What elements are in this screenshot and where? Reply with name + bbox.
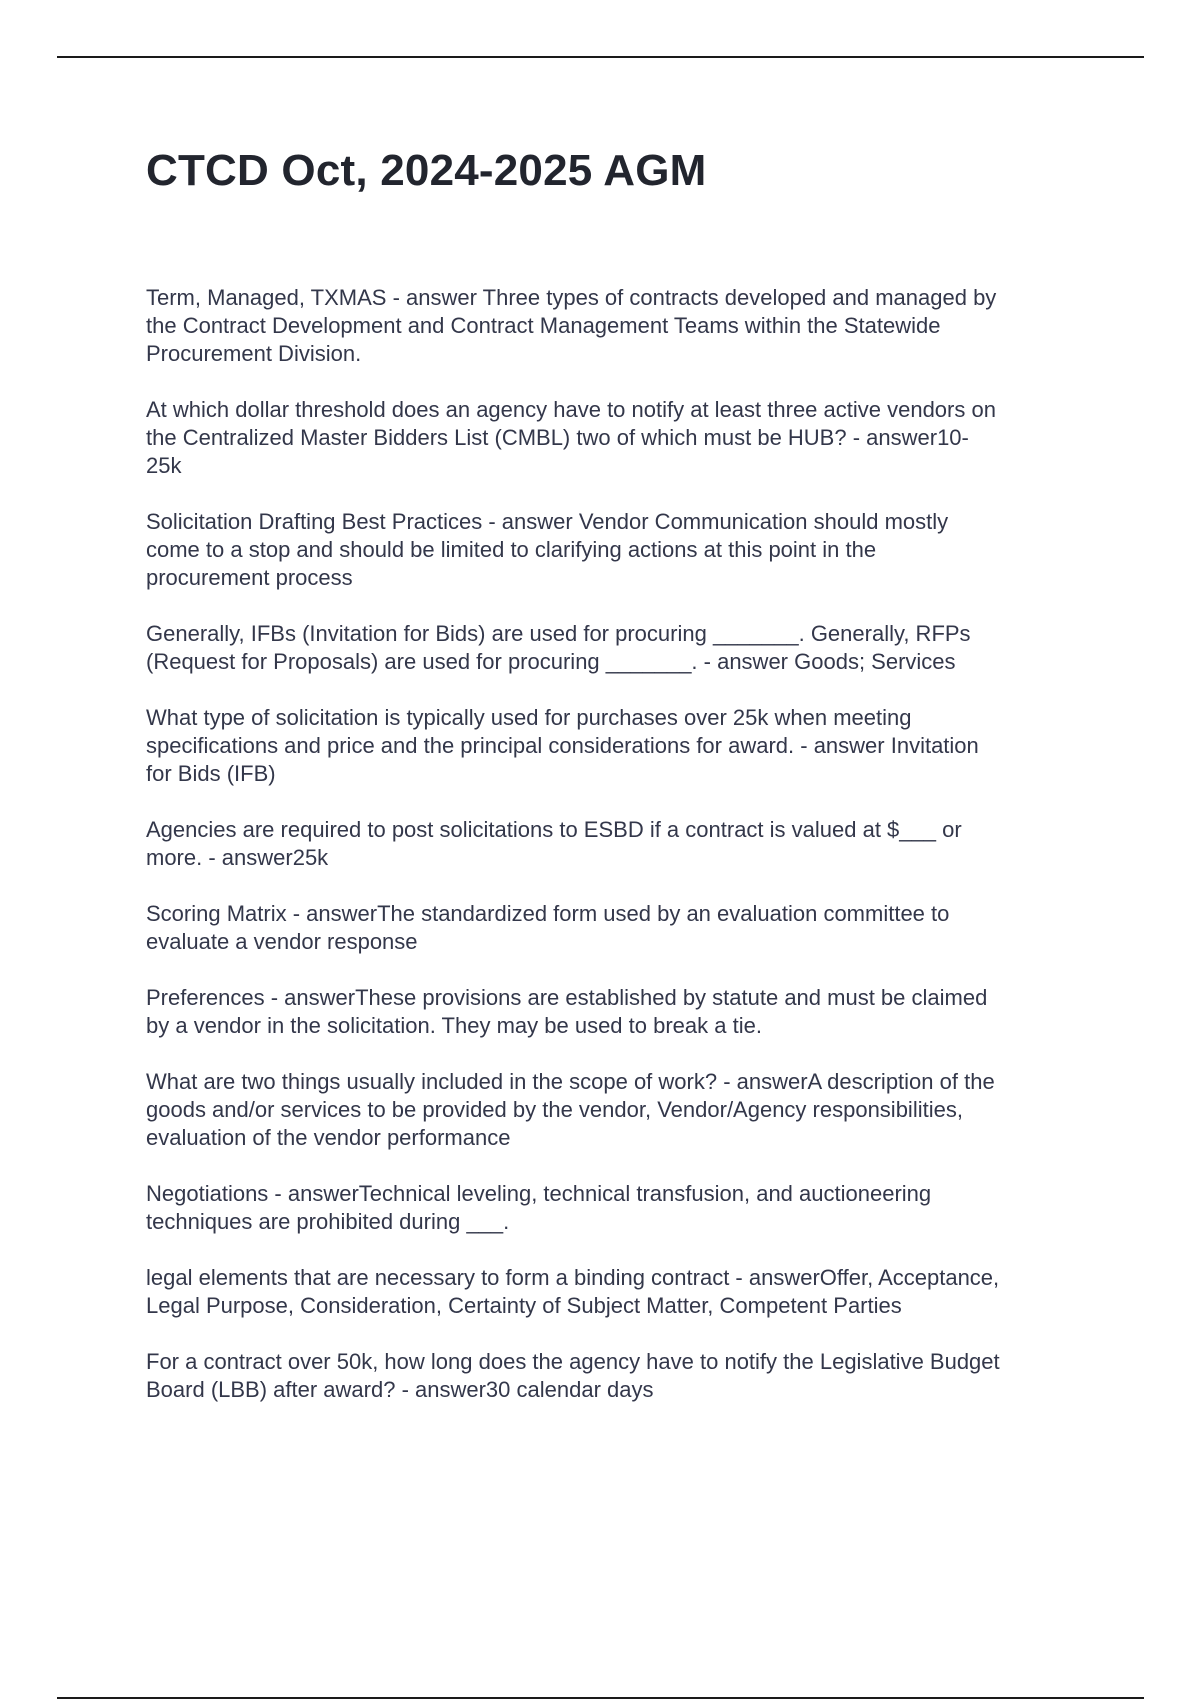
qa-entry-line: the Contract Development and Contract Management Teams within the Statewide bbox=[146, 313, 941, 338]
qa-entry-line: Procurement Division. bbox=[146, 341, 362, 366]
qa-entry-line: for Bids (IFB) bbox=[146, 761, 276, 786]
qa-entry-line: the Centralized Master Bidders List (CMBL) two of which must be HUB? - answer10- bbox=[146, 425, 969, 450]
bottom-divider bbox=[57, 1697, 1144, 1699]
qa-entry-line: What type of solicitation is typically used for purchases over 25k when meeting bbox=[146, 705, 912, 730]
qa-entry bbox=[146, 984, 1096, 1040]
qa-entry-line: techniques are prohibited during ___. bbox=[146, 1209, 510, 1234]
qa-entry-line: specifications and price and the principal considerations for award. - answer Invitation bbox=[146, 733, 979, 758]
qa-entry bbox=[146, 1348, 1096, 1404]
qa-entry-line: Board (LBB) after award? - answer30 calendar days bbox=[146, 1377, 654, 1402]
qa-entry bbox=[146, 704, 1096, 788]
qa-entry bbox=[146, 508, 1096, 592]
qa-entry-line: Legal Purpose, Consideration, Certainty of Subject Matter, Competent Parties bbox=[146, 1293, 902, 1318]
qa-entry-line: Scoring Matrix - answerThe standardized form used by an evaluation committee to bbox=[146, 901, 950, 926]
qa-entry-line: (Request for Proposals) are used for procuring _______. - answer Goods; Services bbox=[146, 649, 956, 674]
qa-entry bbox=[146, 284, 1096, 368]
top-divider bbox=[57, 56, 1144, 58]
qa-entry bbox=[146, 1068, 1096, 1152]
document-title: CTCD Oct, 2024-2025 AGM bbox=[146, 146, 707, 195]
qa-entry-line: by a vendor in the solicitation. They may be used to break a tie. bbox=[146, 1013, 762, 1038]
qa-entry-line: For a contract over 50k, how long does the agency have to notify the Legislative Budget bbox=[146, 1349, 1000, 1374]
qa-entry-line: 25k bbox=[146, 453, 182, 478]
qa-entry-line: procurement process bbox=[146, 565, 353, 590]
qa-entry-line: legal elements that are necessary to form a binding contract - answerOffer, Acceptance, bbox=[146, 1265, 1000, 1290]
qa-entry-line: come to a stop and should be limited to clarifying actions at this point in the bbox=[146, 537, 877, 562]
qa-entry bbox=[146, 1180, 1096, 1236]
qa-entry bbox=[146, 620, 1096, 676]
qa-entry bbox=[146, 900, 1096, 956]
qa-entry-line: Preferences - answerThese provisions are established by statute and must be claimed bbox=[146, 985, 988, 1010]
qa-entry-line: Generally, IFBs (Invitation for Bids) are used for procuring _______. Generally, RFPs bbox=[146, 621, 971, 646]
qa-entry-line: Agencies are required to post solicitations to ESBD if a contract is valued at $___ or bbox=[146, 817, 962, 842]
qa-entry-line: evaluate a vendor response bbox=[146, 929, 418, 954]
qa-entry bbox=[146, 396, 1096, 480]
qa-entry-line: Negotiations - answerTechnical leveling, technical transfusion, and auctioneering bbox=[146, 1181, 932, 1206]
qa-entry-line: Solicitation Drafting Best Practices - answer Vendor Communication should mostly bbox=[146, 509, 949, 534]
qa-entry-line: goods and/or services to be provided by the vendor, Vendor/Agency responsibilities, bbox=[146, 1097, 963, 1122]
qa-entry-line: more. - answer25k bbox=[146, 845, 329, 870]
qa-list bbox=[146, 284, 1096, 1432]
qa-entry-line: At which dollar threshold does an agency have to notify at least three active vendors on bbox=[146, 397, 996, 422]
qa-entry bbox=[146, 1264, 1096, 1320]
qa-entry-line: What are two things usually included in the scope of work? - answerA description of the bbox=[146, 1069, 995, 1094]
qa-entry bbox=[146, 816, 1096, 872]
qa-entry-line: Term, Managed, TXMAS - answer Three types of contracts developed and managed by bbox=[146, 285, 997, 310]
qa-entry-line: evaluation of the vendor performance bbox=[146, 1125, 511, 1150]
